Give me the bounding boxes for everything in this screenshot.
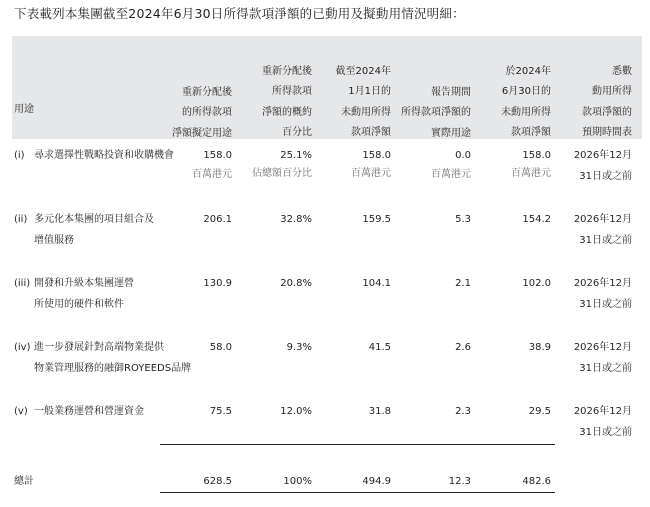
header-col-timeline: 悉數 動用所得 款項淨額的 預期時間表 bbox=[582, 65, 632, 138]
cell-unused-jan: 158.0 bbox=[362, 150, 391, 161]
subtotal-rule bbox=[160, 444, 555, 445]
cell-percentage: 32.8% bbox=[280, 214, 312, 225]
table-row-purpose bbox=[14, 210, 154, 251]
cell-percentage: 25.1% bbox=[280, 150, 312, 161]
row-number: (iv) bbox=[14, 342, 31, 353]
cell-actual-use: 5.3 bbox=[455, 214, 471, 225]
cell-timeline: 2026年12月 31日或之前 bbox=[573, 278, 632, 310]
total-percentage: 100% bbox=[283, 476, 312, 487]
row-description: 進一步發展針對高端物業提供 物業管理服務的融御ROYEEDS品牌 bbox=[34, 342, 192, 374]
cell-allocated: 206.1 bbox=[203, 214, 232, 225]
table-row-purpose bbox=[14, 146, 174, 167]
cell-unused-jun: 102.0 bbox=[522, 278, 551, 289]
cell-percentage: 12.0% bbox=[280, 406, 312, 417]
cell-timeline: 2026年12月 31日或之前 bbox=[573, 214, 632, 246]
total-unused-jan: 494.9 bbox=[362, 476, 391, 487]
total-allocated: 628.5 bbox=[203, 476, 232, 487]
row-number: (iii) bbox=[14, 278, 31, 289]
cell-unused-jan: 31.8 bbox=[368, 406, 391, 417]
table-row-purpose bbox=[14, 274, 134, 315]
table-row-purpose bbox=[14, 338, 191, 379]
cell-unused-jun: 38.9 bbox=[528, 342, 551, 353]
cell-unused-jun: 154.2 bbox=[522, 214, 551, 225]
row-description: 尋求選擇性戰略投資和收購機會 bbox=[34, 150, 174, 161]
cell-percentage: 9.3% bbox=[286, 342, 312, 353]
cell-allocated: 75.5 bbox=[209, 406, 232, 417]
cell-percentage: 20.8% bbox=[280, 278, 312, 289]
header-col-unused-jan: 截至2024年 1月1日的 未動用所得 款項淨額 百萬港元 bbox=[335, 65, 391, 179]
row-number: (v) bbox=[14, 406, 28, 417]
cell-unused-jun: 158.0 bbox=[522, 150, 551, 161]
row-number: (ii) bbox=[14, 214, 28, 225]
total-unused-jun: 482.6 bbox=[522, 476, 551, 487]
total-actual-use: 12.3 bbox=[448, 476, 471, 487]
header-col-allocated: 重新分配後 的所得款項 淨額擬定用途 百萬港元 bbox=[172, 86, 232, 180]
header-col-actual-use: 報告期間 所得款項淨額的 實際用途 百萬港元 bbox=[401, 86, 471, 180]
intro-text: 下表載列本集團截至2024年6月30日所得款項淨額的已動用及擬動用情況明細： bbox=[14, 6, 465, 21]
cell-unused-jan: 104.1 bbox=[362, 278, 391, 289]
cell-timeline: 2026年12月 31日或之前 bbox=[573, 406, 632, 438]
header-col-purpose: 用途 bbox=[14, 104, 34, 115]
cell-timeline: 2026年12月 31日或之前 bbox=[573, 342, 632, 374]
cell-allocated: 158.0 bbox=[203, 150, 232, 161]
cell-actual-use: 2.3 bbox=[455, 406, 471, 417]
cell-allocated: 130.9 bbox=[203, 278, 232, 289]
cell-actual-use: 2.1 bbox=[455, 278, 471, 289]
total-rule bbox=[160, 492, 555, 493]
header-col-percentage: 重新分配後 所得款項 淨額的概約 百分比 佔總額百分比 bbox=[252, 65, 312, 179]
table-row-purpose bbox=[14, 402, 144, 423]
total-label: 總計 bbox=[14, 476, 34, 487]
cell-unused-jun: 29.5 bbox=[528, 406, 551, 417]
cell-unused-jan: 159.5 bbox=[362, 214, 391, 225]
cell-allocated: 58.0 bbox=[209, 342, 232, 353]
cell-actual-use: 0.0 bbox=[455, 150, 471, 161]
row-description: 一般業務運營和營運資金 bbox=[34, 406, 144, 417]
row-description: 開發和升級本集團運營 所使用的硬件和軟件 bbox=[34, 278, 134, 310]
row-number: (i) bbox=[14, 150, 25, 161]
cell-actual-use: 2.6 bbox=[455, 342, 471, 353]
header-col-unused-jun: 於2024年 6月30日的 未動用所得 款項淨額 百萬港元 bbox=[501, 65, 551, 179]
row-description: 多元化本集團的項目組合及 增值服務 bbox=[34, 214, 154, 246]
cell-timeline: 2026年12月 31日或之前 bbox=[573, 150, 632, 182]
cell-unused-jan: 41.5 bbox=[368, 342, 391, 353]
